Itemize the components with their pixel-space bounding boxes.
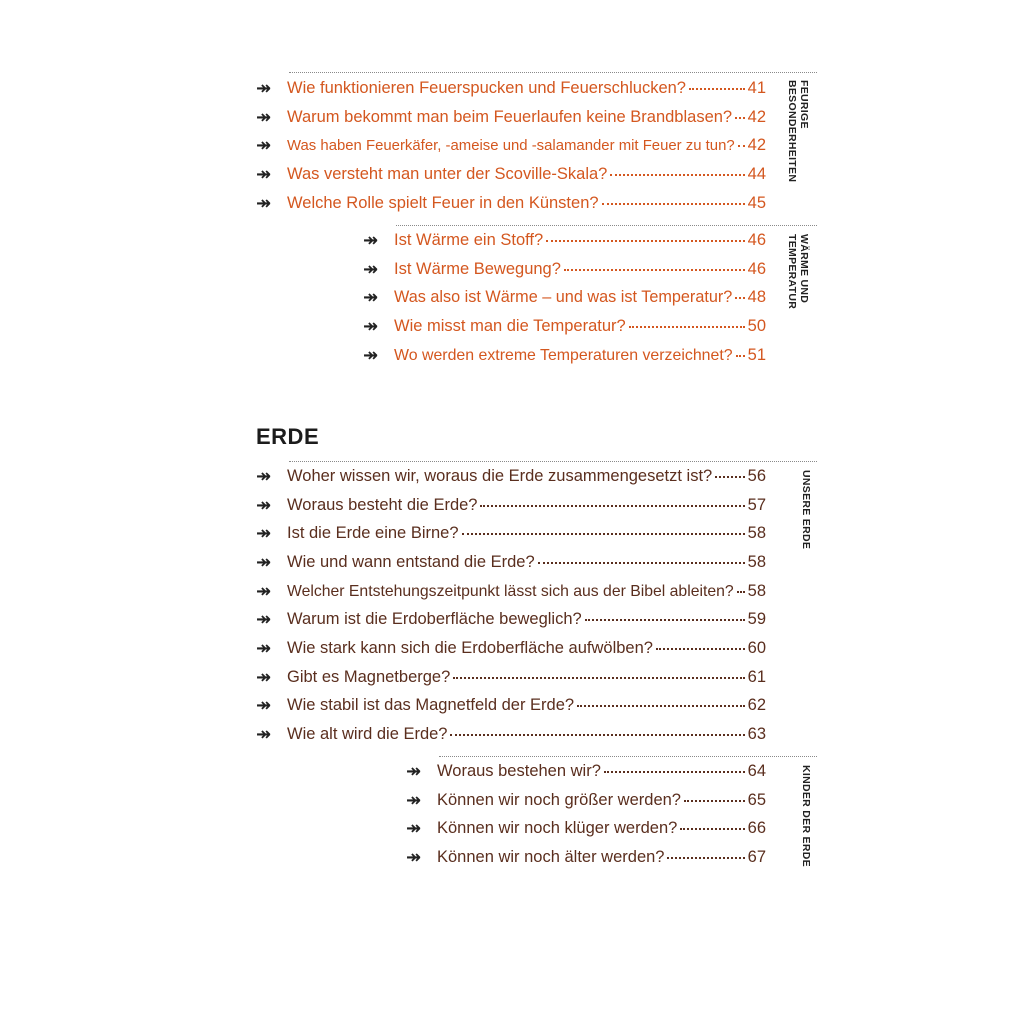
dot-leader — [680, 828, 744, 830]
toc-question: Ist Wärme Bewegung? — [394, 259, 561, 278]
double-arrow-icon: ↠ — [363, 229, 379, 250]
double-arrow-icon: ↠ — [406, 818, 422, 839]
toc-entry[interactable] — [256, 519, 766, 548]
double-arrow-icon: ↠ — [256, 494, 272, 515]
section-label-line: WÄRME UND — [798, 234, 810, 304]
toc-question: Ist Wärme ein Stoff? — [394, 230, 544, 249]
toc-question: Was versteht man unter der Scoville-Skala? — [287, 164, 608, 183]
toc-entry[interactable] — [363, 283, 766, 312]
dot-leader — [684, 800, 745, 802]
section-label-unsere-erde — [800, 470, 812, 549]
toc-entry-text — [287, 136, 766, 155]
double-arrow-icon: ↠ — [406, 760, 422, 781]
page-number: 50 — [747, 316, 766, 335]
dot-leader — [735, 297, 744, 299]
toc-entry-text — [287, 108, 766, 127]
toc-list-waerme — [363, 226, 766, 369]
page-number: 63 — [747, 725, 766, 744]
toc-question: Warum ist die Erdoberfläche beweglich? — [287, 610, 582, 629]
toc-question: Woher wissen wir, woraus die Erde zusammengesetzt ist? — [287, 466, 713, 485]
toc-entry-text — [394, 317, 766, 336]
page-number: 46 — [747, 230, 766, 249]
toc-question: Können wir noch klüger werden? — [437, 819, 678, 838]
section-label-kinder — [800, 765, 812, 867]
toc-entry-text — [394, 346, 766, 365]
toc-list-unsere-erde — [256, 462, 766, 749]
page-number: 58 — [747, 524, 766, 543]
dot-leader — [538, 562, 745, 564]
page-number: 61 — [747, 667, 766, 686]
toc-entry[interactable] — [406, 757, 766, 786]
toc-question: Was haben Feuerkäfer, -ameise und -salamander mit Feuer zu tun? — [287, 138, 735, 155]
toc-entry-text — [287, 79, 766, 98]
page-number: 44 — [747, 164, 766, 183]
page-number: 65 — [747, 790, 766, 809]
page-number: 48 — [747, 288, 766, 307]
double-arrow-icon: ↠ — [256, 609, 272, 630]
dot-leader — [610, 174, 744, 176]
toc-entry[interactable] — [256, 103, 766, 132]
double-arrow-icon: ↠ — [363, 315, 379, 336]
dot-leader — [564, 269, 745, 271]
toc-entry-text — [287, 165, 766, 184]
toc-entry[interactable] — [256, 462, 766, 491]
section-label-waerme — [786, 234, 810, 309]
double-arrow-icon: ↠ — [256, 580, 272, 601]
page-number: 62 — [747, 696, 766, 715]
toc-entry-text — [287, 725, 766, 744]
dot-leader — [480, 505, 744, 507]
double-arrow-icon: ↠ — [256, 695, 272, 716]
toc-entry-text — [437, 848, 766, 867]
toc-entry-text — [394, 260, 766, 279]
page-number: 64 — [747, 761, 766, 780]
toc-question: Wie und wann entstand die Erde? — [287, 552, 535, 571]
toc-question: Wo werden extreme Temperaturen verzeichnet? — [394, 346, 733, 364]
dot-leader — [629, 326, 745, 328]
toc-entry[interactable] — [256, 189, 766, 218]
page-number: 45 — [747, 193, 766, 212]
section-label-line: KINDER DER ERDE — [800, 765, 812, 867]
section-label-line: TEMPERATUR — [786, 234, 798, 310]
double-arrow-icon: ↠ — [256, 77, 272, 98]
toc-question: Was also ist Wärme – und was ist Temperatur? — [394, 288, 733, 307]
toc-entry[interactable] — [256, 663, 766, 692]
toc-entry-text — [437, 819, 766, 838]
double-arrow-icon: ↠ — [256, 724, 272, 745]
toc-entry-text — [287, 639, 766, 658]
toc-entry-text — [287, 696, 766, 715]
toc-question: Wie misst man die Temperatur? — [394, 316, 626, 335]
dot-leader — [577, 705, 745, 707]
toc-entry[interactable] — [256, 74, 766, 103]
double-arrow-icon: ↠ — [256, 135, 272, 156]
toc-entry-text — [394, 288, 766, 307]
double-arrow-icon: ↠ — [256, 551, 272, 572]
toc-entry[interactable] — [363, 341, 766, 370]
toc-entry-text — [437, 762, 766, 781]
toc-entry[interactable] — [256, 160, 766, 189]
toc-question: Welcher Entstehungszeitpunkt lässt sich aus der Bibel ableiten? — [287, 582, 734, 600]
toc-entry[interactable] — [256, 634, 766, 663]
section-label-feurige — [786, 80, 810, 182]
page-number: 46 — [747, 259, 766, 278]
page-number: 58 — [747, 581, 766, 600]
dot-leader — [602, 203, 745, 205]
dot-leader — [450, 734, 744, 736]
section-label-line: BESONDERHEITEN — [786, 80, 798, 183]
toc-question: Wie stabil ist das Magnetfeld der Erde? — [287, 696, 575, 715]
page-number: 42 — [747, 136, 766, 155]
dot-leader — [738, 145, 745, 147]
toc-entry[interactable] — [256, 692, 766, 721]
toc-question: Woraus bestehen wir? — [437, 761, 601, 780]
toc-entry-text — [287, 496, 766, 515]
toc-entry-text — [287, 610, 766, 629]
double-arrow-icon: ↠ — [256, 163, 272, 184]
double-arrow-icon: ↠ — [256, 192, 272, 213]
toc-question: Warum bekommt man beim Feuerlaufen keine Brandblasen? — [287, 107, 733, 126]
double-arrow-icon: ↠ — [406, 789, 422, 810]
dot-leader — [667, 857, 744, 859]
toc-entry[interactable] — [406, 843, 766, 872]
page-number: 66 — [747, 819, 766, 838]
page-number: 60 — [747, 638, 766, 657]
toc-question: Welche Rolle spielt Feuer in den Künsten? — [287, 193, 599, 212]
toc-entry[interactable] — [256, 131, 766, 160]
toc-entry[interactable] — [363, 226, 766, 255]
toc-entry[interactable] — [256, 491, 766, 520]
page-number: 58 — [747, 552, 766, 571]
toc-question: Ist die Erde eine Birne? — [287, 524, 459, 543]
dot-leader — [735, 117, 745, 119]
dot-leader — [656, 648, 745, 650]
toc-entry-text — [287, 524, 766, 543]
dot-leader — [737, 591, 745, 593]
toc-entry[interactable] — [406, 786, 766, 815]
toc-entry-text — [287, 582, 766, 601]
toc-entry[interactable] — [363, 255, 766, 284]
dot-leader — [715, 476, 744, 478]
toc-list-kinder-der-erde — [406, 757, 766, 872]
chapter-heading: ERDE — [256, 424, 320, 449]
toc-question: Wie alt wird die Erde? — [287, 725, 448, 744]
toc-entry[interactable] — [256, 720, 766, 749]
double-arrow-icon: ↠ — [363, 287, 379, 308]
toc-entry-text — [287, 668, 766, 687]
toc-entry-text — [437, 791, 766, 810]
page-number: 57 — [747, 495, 766, 514]
double-arrow-icon: ↠ — [256, 637, 272, 658]
dot-leader — [462, 533, 745, 535]
toc-question: Woraus besteht die Erde? — [287, 495, 478, 514]
dot-leader — [585, 619, 745, 621]
toc-question: Gibt es Magnetberge? — [287, 667, 451, 686]
toc-entry-text — [394, 231, 766, 250]
toc-entry-text — [287, 553, 766, 572]
toc-entry[interactable] — [363, 312, 766, 341]
double-arrow-icon: ↠ — [406, 846, 422, 867]
page-number: 67 — [747, 847, 766, 866]
double-arrow-icon: ↠ — [256, 106, 272, 127]
page-number: 59 — [747, 610, 766, 629]
double-arrow-icon: ↠ — [256, 523, 272, 544]
double-arrow-icon: ↠ — [363, 344, 379, 365]
page-number: 41 — [747, 78, 766, 97]
toc-entry[interactable] — [256, 548, 766, 577]
double-arrow-icon: ↠ — [363, 258, 379, 279]
page-number: 42 — [747, 107, 766, 126]
section-divider — [289, 72, 817, 73]
toc-entry-text — [287, 194, 766, 213]
section-label-line: UNSERE ERDE — [800, 470, 812, 550]
dot-leader — [604, 771, 745, 773]
toc-question: Wie funktionieren Feuerspucken und Feuerschlucken? — [287, 78, 686, 97]
dot-leader — [453, 677, 744, 679]
toc-question: Wie stark kann sich die Erdoberfläche aufwölben? — [287, 638, 653, 657]
toc-list-feurige — [256, 74, 766, 217]
double-arrow-icon: ↠ — [256, 666, 272, 687]
dot-leader — [546, 240, 744, 242]
dot-leader — [689, 88, 745, 90]
toc-entry[interactable] — [256, 605, 766, 634]
toc-entry-text — [287, 467, 766, 486]
toc-entry[interactable] — [256, 577, 766, 606]
toc-question: Können wir noch älter werden? — [437, 847, 665, 866]
page-number: 56 — [747, 466, 766, 485]
section-label-line: FEURIGE — [798, 80, 810, 129]
toc-entry[interactable] — [406, 814, 766, 843]
toc-question: Können wir noch größer werden? — [437, 790, 681, 809]
double-arrow-icon: ↠ — [256, 465, 272, 486]
page-number: 51 — [747, 345, 766, 364]
dot-leader — [736, 355, 745, 357]
